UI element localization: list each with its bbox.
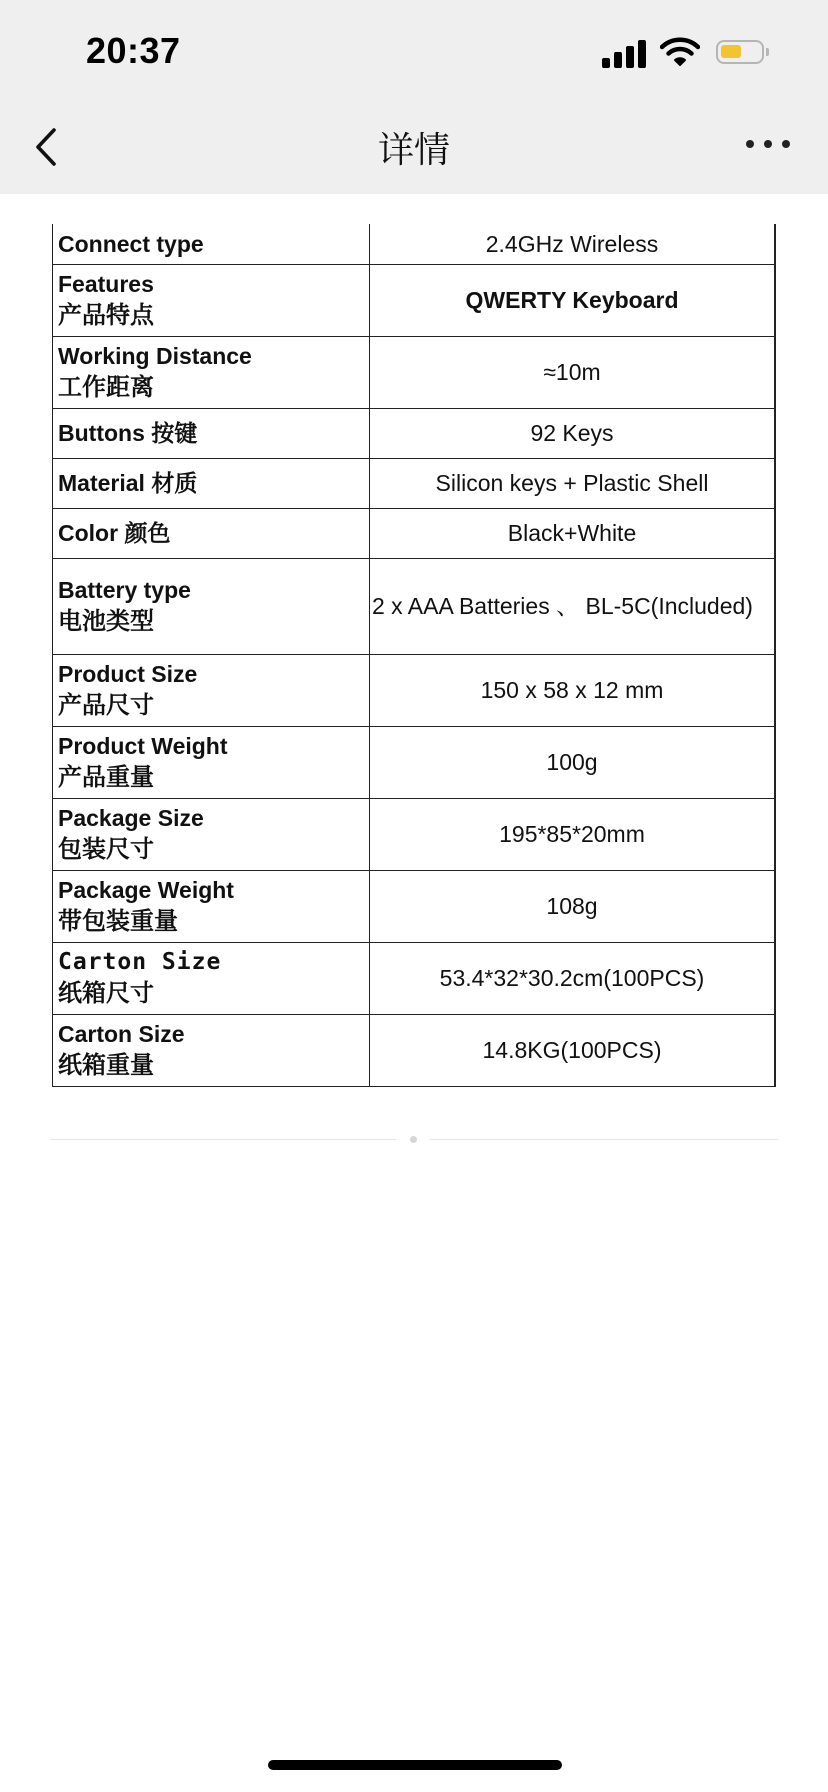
spec-label: Connect type <box>53 224 370 264</box>
spec-label: Battery type 电池类型 <box>53 558 370 654</box>
spec-label: Features 产品特点 <box>53 264 370 336</box>
divider-right <box>430 1139 778 1140</box>
divider-dot <box>410 1136 417 1143</box>
spec-label: Carton Size 纸箱重量 <box>53 1014 370 1086</box>
spec-label: Color 颜色 <box>53 508 370 558</box>
status-time: 20:37 <box>86 30 181 71</box>
spec-value: 100g <box>370 726 776 798</box>
table-row <box>53 224 776 264</box>
spec-value: 150 x 58 x 12 mm <box>370 654 776 726</box>
spec-label: Material 材质 <box>53 458 370 508</box>
spec-value: Black+White <box>370 508 776 558</box>
home-indicator[interactable] <box>268 1760 562 1770</box>
divider-left <box>50 1139 396 1140</box>
table-row <box>53 942 776 1014</box>
spec-value: QWERTY Keyboard <box>370 264 776 336</box>
battery-icon <box>716 40 764 64</box>
table-row <box>53 558 776 654</box>
table-row <box>53 458 776 508</box>
table-row <box>53 798 776 870</box>
table-row <box>53 408 776 458</box>
spec-label: Carton Size 纸箱尺寸 <box>53 942 370 1014</box>
spec-label: Working Distance 工作距离 <box>53 336 370 408</box>
spec-label: Package Weight 带包装重量 <box>53 870 370 942</box>
cellular-signal-icon <box>602 38 646 68</box>
spec-value: 195*85*20mm <box>370 798 776 870</box>
spec-label: Product Weight 产品重量 <box>53 726 370 798</box>
more-dots-icon[interactable] <box>746 140 790 152</box>
table-row <box>53 264 776 336</box>
spec-value: ≈10m <box>370 336 776 408</box>
page-title: 详情 <box>377 130 450 171</box>
spec-label: Buttons 按键 <box>53 408 370 458</box>
spec-label: Package Size 包装尺寸 <box>53 798 370 870</box>
wifi-icon <box>660 36 700 68</box>
spec-value: 108g <box>370 870 776 942</box>
table-row <box>53 654 776 726</box>
spec-value: 2 x AAA Batteries 、 BL-5C(Included) <box>370 558 776 654</box>
table-row <box>53 870 776 942</box>
nav-bar <box>0 100 828 194</box>
table-row <box>53 1014 776 1086</box>
status-bar <box>0 0 828 100</box>
spec-value: 14.8KG(100PCS) <box>370 1014 776 1086</box>
table-row <box>53 726 776 798</box>
spec-value: 92 Keys <box>370 408 776 458</box>
spec-table <box>52 224 776 1087</box>
spec-value: 2.4GHz Wireless <box>370 224 776 264</box>
spec-value: 53.4*32*30.2cm(100PCS) <box>370 942 776 1014</box>
table-row <box>53 508 776 558</box>
table-row <box>53 336 776 408</box>
spec-value: Silicon keys + Plastic Shell <box>370 458 776 508</box>
spec-label: Product Size 产品尺寸 <box>53 654 370 726</box>
